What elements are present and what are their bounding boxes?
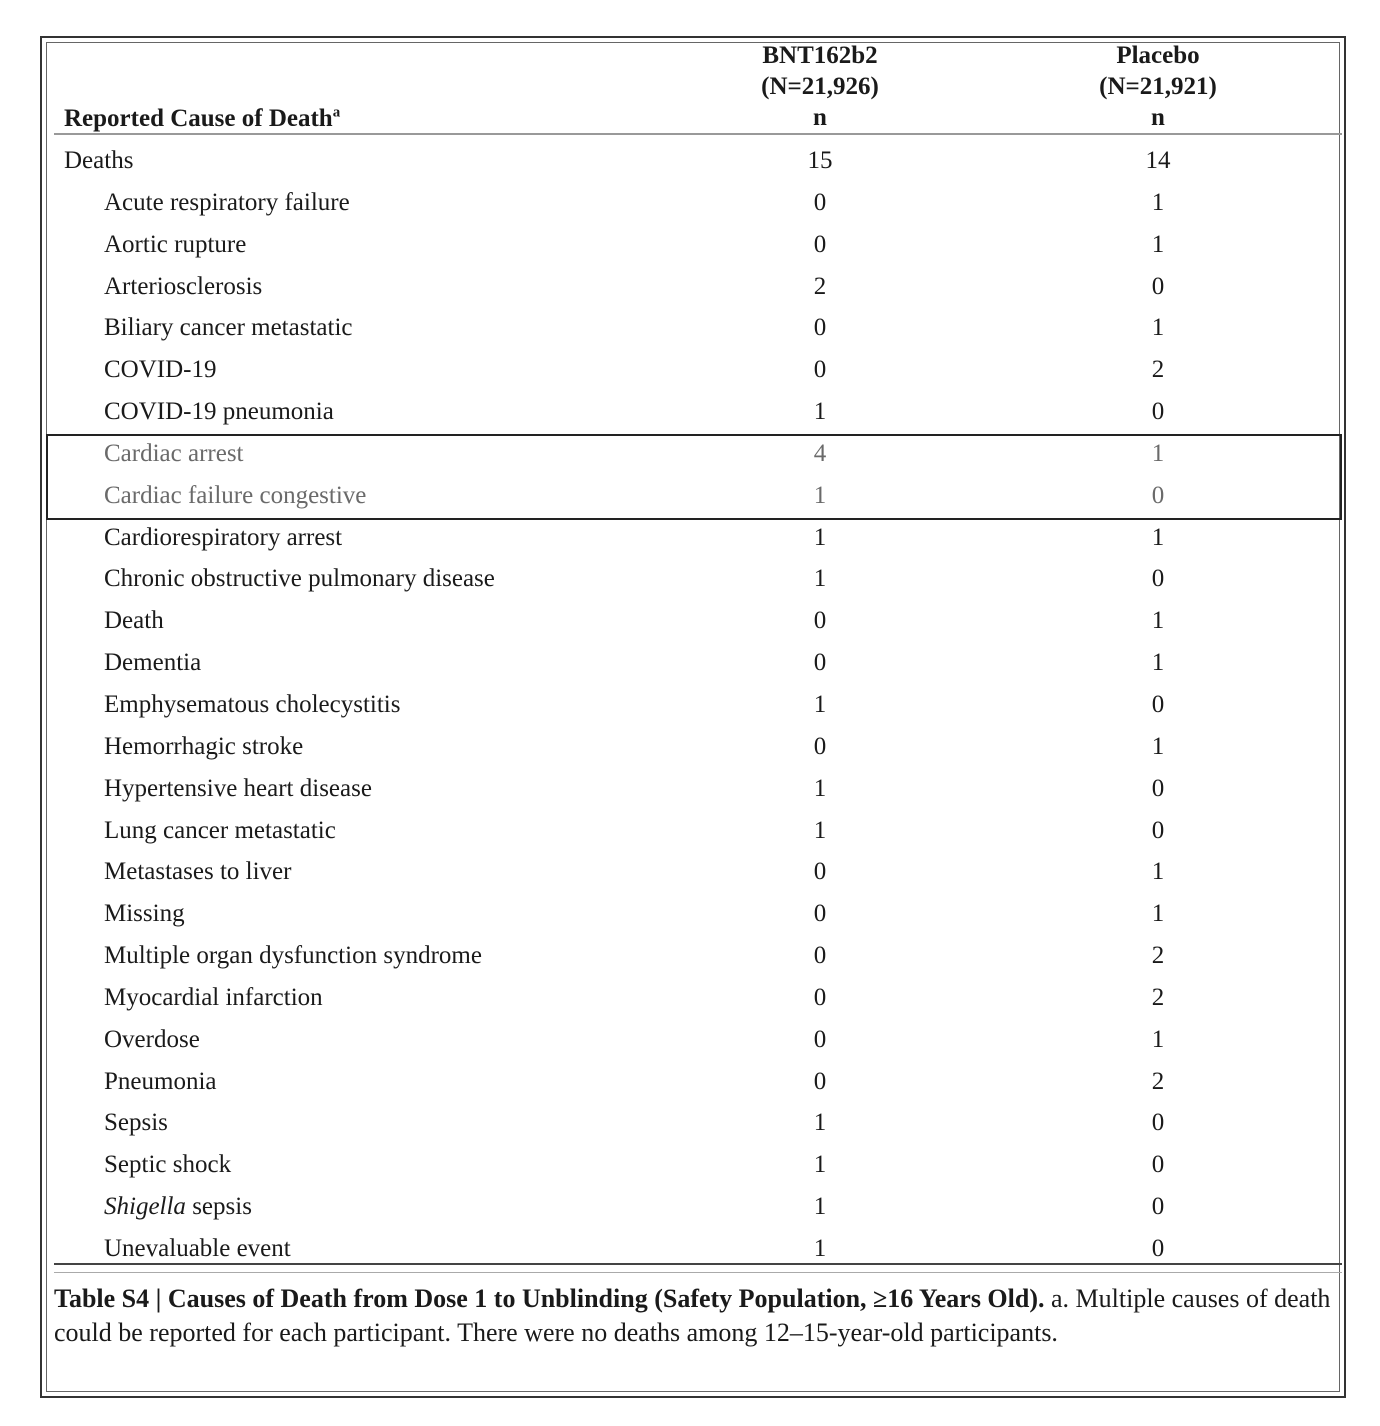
row-bnt162b2-count: 0 — [813, 356, 827, 384]
row-bnt162b2-count: 1 — [813, 1234, 827, 1262]
table-row — [0, 1102, 1380, 1144]
row-cause-name: Metastases to liver — [104, 858, 292, 886]
row-placebo-count: 1 — [1151, 523, 1165, 551]
column-header-placebo — [1008, 40, 1308, 133]
row-placebo-count: 1 — [1151, 858, 1165, 886]
row-bnt162b2-count: 0 — [813, 1025, 827, 1053]
row-placebo-count: 1 — [1151, 314, 1165, 342]
row-cause-name: Aortic rupture — [104, 230, 247, 258]
row-cause-name: Overdose — [104, 1025, 200, 1053]
row-bnt162b2-count: 0 — [813, 732, 827, 760]
row-bnt162b2-count: 1 — [813, 565, 827, 593]
table-row-total — [0, 140, 1380, 182]
row-cause-name: Missing — [104, 900, 185, 928]
row-cause-name: Pneumonia — [104, 1067, 217, 1095]
row-bnt162b2-count: 0 — [813, 1067, 827, 1095]
row-placebo-count: 1 — [1151, 188, 1165, 216]
column-header-placebo-n-total: (N=21,921) — [1099, 73, 1217, 100]
table-row — [0, 810, 1380, 852]
table-row — [0, 349, 1380, 391]
row-placebo-count: 1 — [1151, 230, 1165, 258]
table-row — [0, 1144, 1380, 1186]
table-row — [0, 517, 1380, 559]
table-row — [0, 893, 1380, 935]
row-cause-name: Multiple organ dysfunction syndrome — [104, 942, 482, 970]
column-header-cause-text: Reported Cause of Death — [64, 105, 333, 132]
row-placebo-count: 0 — [1151, 398, 1165, 426]
row-bnt162b2-count: 0 — [813, 942, 827, 970]
row-placebo-count: 1 — [1151, 607, 1165, 635]
row-placebo-count: 1 — [1151, 649, 1165, 677]
row-cause-name: COVID-19 pneumonia — [104, 398, 334, 426]
row-bnt162b2-count: 2 — [813, 272, 827, 300]
row-cause-name: Arteriosclerosis — [104, 272, 263, 300]
row-placebo-count: 0 — [1151, 1109, 1165, 1137]
row-bnt162b2-count: 1 — [813, 774, 827, 802]
header-divider — [54, 133, 1342, 135]
table-bottom-rule — [54, 1263, 1342, 1265]
row-placebo-count: 0 — [1151, 690, 1165, 718]
row-placebo-count: 1 — [1151, 732, 1165, 760]
column-header-placebo-name: Placebo — [1116, 42, 1200, 69]
table-row — [0, 558, 1380, 600]
caption-text: a. Multiple causes of death could be reported for each participant. There were no deaths among 12–15-year-old participants. — [54, 1284, 1331, 1347]
row-bnt162b2-count: 1 — [813, 816, 827, 844]
row-cause-name — [104, 1192, 252, 1222]
row-cause-name: Dementia — [104, 649, 202, 677]
row-placebo-count: 0 — [1151, 272, 1165, 300]
table-row — [0, 307, 1380, 349]
row-bnt162b2-count: 0 — [813, 983, 827, 1011]
row-placebo-count: 0 — [1151, 565, 1165, 593]
row-bnt162b2-count: 1 — [813, 1109, 827, 1137]
row-bnt162b2-count: 1 — [813, 1151, 827, 1179]
row-bnt162b2-count: 0 — [813, 649, 827, 677]
table-row — [0, 391, 1380, 433]
footnote-marker: a — [332, 104, 341, 121]
table-row — [0, 642, 1380, 684]
row-bnt162b2-count: 0 — [813, 900, 827, 928]
table-row — [0, 600, 1380, 642]
row-cause-name: COVID-19 — [104, 356, 217, 384]
row-cause-italic: Shigella — [104, 1193, 186, 1221]
table-row — [0, 768, 1380, 810]
row-cause-name: Deaths — [64, 147, 134, 174]
table-row — [0, 266, 1380, 308]
column-header-placebo-n: n — [1151, 104, 1165, 131]
table-caption — [54, 1282, 1344, 1350]
row-cause-name: Cardiac arrest — [104, 439, 244, 467]
row-placebo-count: 2 — [1151, 942, 1165, 970]
table-row — [0, 182, 1380, 224]
table-row — [0, 1019, 1380, 1061]
highlight-box — [46, 434, 1342, 520]
row-cause-name: Lung cancer metastatic — [104, 816, 336, 844]
row-placebo-count: 1 — [1151, 1025, 1165, 1053]
row-cause-name: Cardiac failure congestive — [104, 481, 367, 509]
row-bnt162b2-count: 0 — [813, 188, 827, 216]
row-placebo-count: 0 — [1151, 774, 1165, 802]
caption-title: Table S4 | Causes of Death from Dose 1 to Unblinding (Safety Population, ≥16 Years Old). — [54, 1284, 1045, 1313]
row-bnt162b2-count: 1 — [813, 481, 827, 509]
table-bottom-rule-thin — [54, 1272, 1342, 1273]
row-bnt162b2-count: 0 — [813, 858, 827, 886]
row-bnt162b2-count: 0 — [813, 230, 827, 258]
row-cause-name: Emphysematous cholecystitis — [104, 690, 401, 718]
row-bnt162b2-count: 4 — [813, 439, 827, 467]
column-header-bnt162b2-n-total: (N=21,926) — [761, 73, 879, 100]
row-placebo-count: 0 — [1151, 1151, 1165, 1179]
row-bnt162b2-count: 0 — [813, 314, 827, 342]
table-row — [0, 977, 1380, 1019]
row-bnt162b2-count: 1 — [813, 1193, 827, 1221]
column-header-cause — [64, 103, 340, 134]
column-header-bnt162b2-n: n — [813, 104, 827, 131]
column-header-bnt162b2-name: BNT162b2 — [762, 42, 878, 69]
table-body — [0, 140, 1380, 1270]
row-cause-name: Myocardial infarction — [104, 983, 323, 1011]
row-cause-name: Death — [104, 607, 164, 635]
table-row — [0, 684, 1380, 726]
row-placebo-count: 2 — [1151, 356, 1165, 384]
table-row — [0, 851, 1380, 893]
row-cause-name: Cardiorespiratory arrest — [104, 523, 343, 551]
table-row — [0, 726, 1380, 768]
row-cause-name: Biliary cancer metastatic — [104, 314, 353, 342]
row-bnt162b2-count: 15 — [807, 147, 833, 174]
row-placebo-count: 2 — [1151, 983, 1165, 1011]
row-cause-name: Acute respiratory failure — [104, 188, 350, 216]
row-bnt162b2-count: 1 — [813, 398, 827, 426]
row-placebo-count: 14 — [1145, 147, 1171, 174]
row-placebo-count: 1 — [1151, 900, 1165, 928]
row-placebo-count: 0 — [1151, 1193, 1165, 1221]
table-row — [0, 1186, 1380, 1228]
table-row — [0, 935, 1380, 977]
row-bnt162b2-count: 1 — [813, 523, 827, 551]
row-cause-rest: sepsis — [185, 1193, 252, 1221]
row-cause-name: Hypertensive heart disease — [104, 774, 372, 802]
row-cause-name: Hemorrhagic stroke — [104, 732, 304, 760]
row-bnt162b2-count: 1 — [813, 690, 827, 718]
row-placebo-count: 2 — [1151, 1067, 1165, 1095]
row-cause-name: Unevaluable event — [104, 1234, 291, 1262]
row-cause-name: Septic shock — [104, 1151, 232, 1179]
row-cause-name: Sepsis — [104, 1109, 168, 1137]
row-placebo-count: 0 — [1151, 1234, 1165, 1262]
table-row — [0, 224, 1380, 266]
column-header-bnt162b2 — [670, 40, 970, 133]
table-row — [0, 1061, 1380, 1103]
row-placebo-count: 1 — [1151, 439, 1165, 467]
row-placebo-count: 0 — [1151, 816, 1165, 844]
row-bnt162b2-count: 0 — [813, 607, 827, 635]
row-cause-name: Chronic obstructive pulmonary disease — [104, 565, 495, 593]
row-placebo-count: 0 — [1151, 481, 1165, 509]
